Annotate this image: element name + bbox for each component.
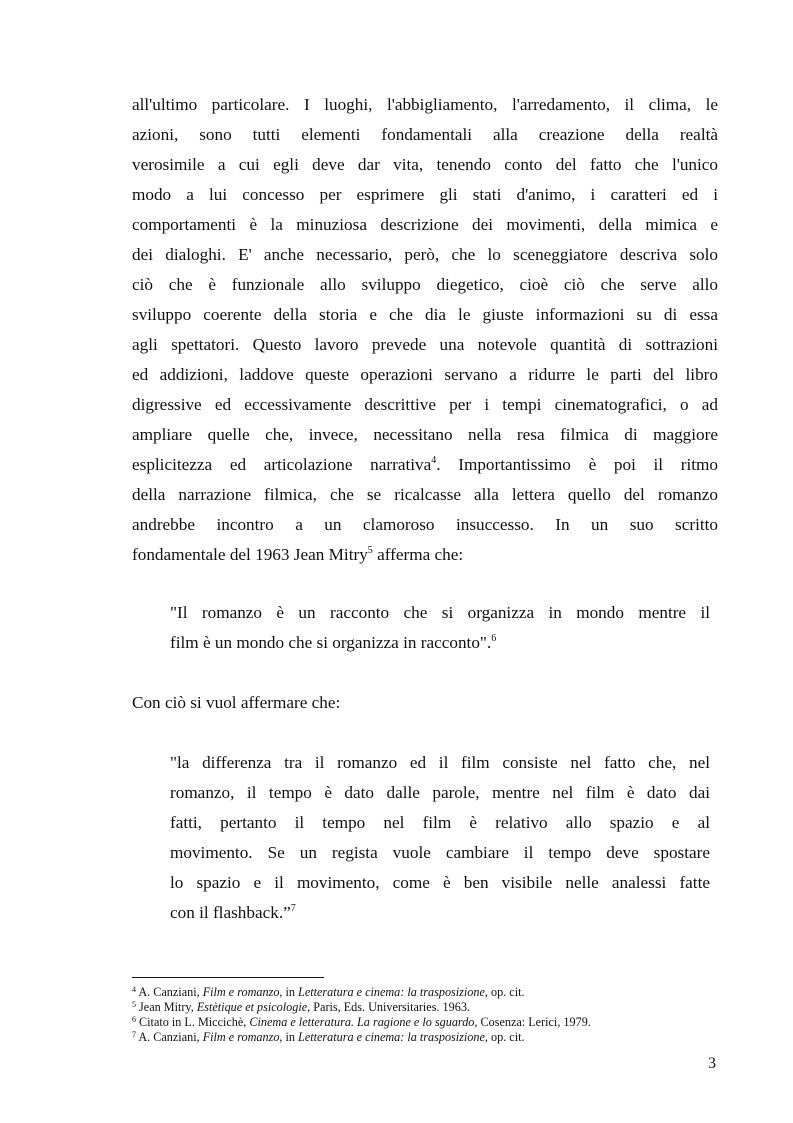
text-line: verosimile a cui egli deve dar vita, tenendo conto del fatto che l'unico bbox=[132, 155, 718, 174]
block-quote bbox=[170, 748, 710, 928]
footnote-title: Film e romanzo bbox=[202, 1030, 280, 1044]
footnote-divider bbox=[132, 977, 324, 978]
footnote-number: 7 bbox=[132, 1030, 136, 1039]
text-line: comportamenti è la minuziosa descrizione dei movimenti, della mimica e bbox=[132, 215, 718, 234]
footnotes bbox=[132, 985, 732, 1045]
footnote-text: , Cosenza: Lerici, 1979. bbox=[474, 1015, 591, 1029]
footnote-ref[interactable]: 5 bbox=[367, 545, 373, 556]
footnote-ref[interactable]: 6 bbox=[491, 633, 497, 644]
quote-line: lo spazio e il movimento, come è ben visibile nelle analessi fatte bbox=[170, 873, 710, 892]
text-segment: afferma che: bbox=[372, 545, 464, 564]
text-segment: esplicitezza ed articolazione narrativa bbox=[132, 455, 432, 474]
text-line: dei dialoghi. E' anche necessario, però, che lo sceneggiatore descriva solo bbox=[132, 245, 718, 264]
text-line: agli spettatori. Questo lavoro prevede una notevole quantità di sottrazioni bbox=[132, 335, 718, 354]
text-line: ampliare quelle che, invece, necessitano nella resa filmica di maggiore bbox=[132, 425, 718, 444]
text-line: ed addizioni, laddove queste operazioni servano a ridurre le parti del libro bbox=[132, 365, 718, 384]
text-line bbox=[132, 450, 718, 480]
text-line bbox=[132, 540, 718, 570]
text-segment: film è un mondo che si organizza in racconto". bbox=[170, 633, 492, 652]
footnote bbox=[132, 1015, 732, 1030]
quote-line: "Il romanzo è un racconto che si organizza in mondo mentre il bbox=[170, 603, 710, 622]
footnote bbox=[132, 985, 732, 1000]
footnote-text: A. Canziani, bbox=[136, 985, 203, 999]
text-segment: . Importantissimo è poi il ritmo bbox=[436, 455, 719, 474]
block-quote bbox=[170, 598, 710, 658]
quote-line: romanzo, il tempo è dato dalle parole, mentre nel film è dato dai bbox=[170, 783, 710, 802]
footnote-text: , op. cit. bbox=[484, 985, 525, 999]
footnote-ref[interactable]: 7 bbox=[290, 903, 296, 914]
quote-line: "la differenza tra il romanzo ed il film consiste nel fatto che, nel bbox=[170, 753, 710, 772]
body-paragraph bbox=[132, 90, 718, 570]
footnote-text: , in bbox=[279, 1030, 299, 1044]
footnote-number: 5 bbox=[132, 1000, 136, 1009]
footnote-text: Citato in L. Miccichè, bbox=[136, 1015, 250, 1029]
footnote-number: 4 bbox=[132, 985, 136, 994]
quote-line: movimento. Se un regista vuole cambiare il tempo deve spostare bbox=[170, 843, 710, 862]
footnote-text: , in bbox=[279, 985, 299, 999]
footnote-title: Letteratura e cinema: la trasposizione bbox=[298, 985, 485, 999]
footnote-text: , Paris, Eds. Universitaries. 1963. bbox=[307, 1000, 470, 1014]
text-line: azioni, sono tutti elementi fondamentali alla creazione della realtà bbox=[132, 125, 718, 144]
text-line: all'ultimo particolare. I luoghi, l'abbigliamento, l'arredamento, il clima, le bbox=[132, 95, 718, 114]
footnote-text: A. Canziani, bbox=[136, 1030, 203, 1044]
text-line: modo a lui concesso per esprimere gli stati d'animo, i caratteri ed i bbox=[132, 185, 718, 204]
footnote-number: 6 bbox=[132, 1015, 136, 1024]
text-line: sviluppo coerente della storia e che dia le giuste informazioni su di essa bbox=[132, 305, 718, 324]
footnote-title: Film e romanzo bbox=[202, 985, 280, 999]
footnote bbox=[132, 1030, 732, 1045]
footnote-ref[interactable]: 4 bbox=[431, 455, 437, 466]
text-line: digressive ed eccessivamente descrittive per i tempi cinematografici, o ad bbox=[132, 395, 718, 414]
text-line: andrebbe incontro a un clamoroso insuccesso. In un suo scritto bbox=[132, 515, 718, 534]
quote-line bbox=[170, 898, 710, 928]
lead-in-text: Con ciò si vuol affermare che: bbox=[132, 693, 341, 712]
text-line: ciò che è funzionale allo sviluppo diegetico, cioè ciò che serve allo bbox=[132, 275, 718, 294]
footnote-title: Cinema e letteratura. La ragione e lo sguardo bbox=[249, 1015, 475, 1029]
footnote-text: Jean Mitry, bbox=[136, 1000, 197, 1014]
quote-line bbox=[170, 628, 710, 658]
text-segment: fondamentale del 1963 Jean Mitry bbox=[132, 545, 368, 564]
footnote-title: Letteratura e cinema: la trasposizione bbox=[298, 1030, 485, 1044]
footnote-title: Estètique et psicologie bbox=[196, 1000, 308, 1014]
footnote bbox=[132, 1000, 732, 1015]
footnote-text: , op. cit. bbox=[484, 1030, 525, 1044]
page-number: 3 bbox=[708, 1055, 716, 1072]
quote-line: fatti, pertanto il tempo nel film è relativo allo spazio e al bbox=[170, 813, 710, 832]
text-line: della narrazione filmica, che se ricalcasse alla lettera quello del romanzo bbox=[132, 485, 718, 504]
text-segment: con il flashback.” bbox=[170, 903, 291, 922]
